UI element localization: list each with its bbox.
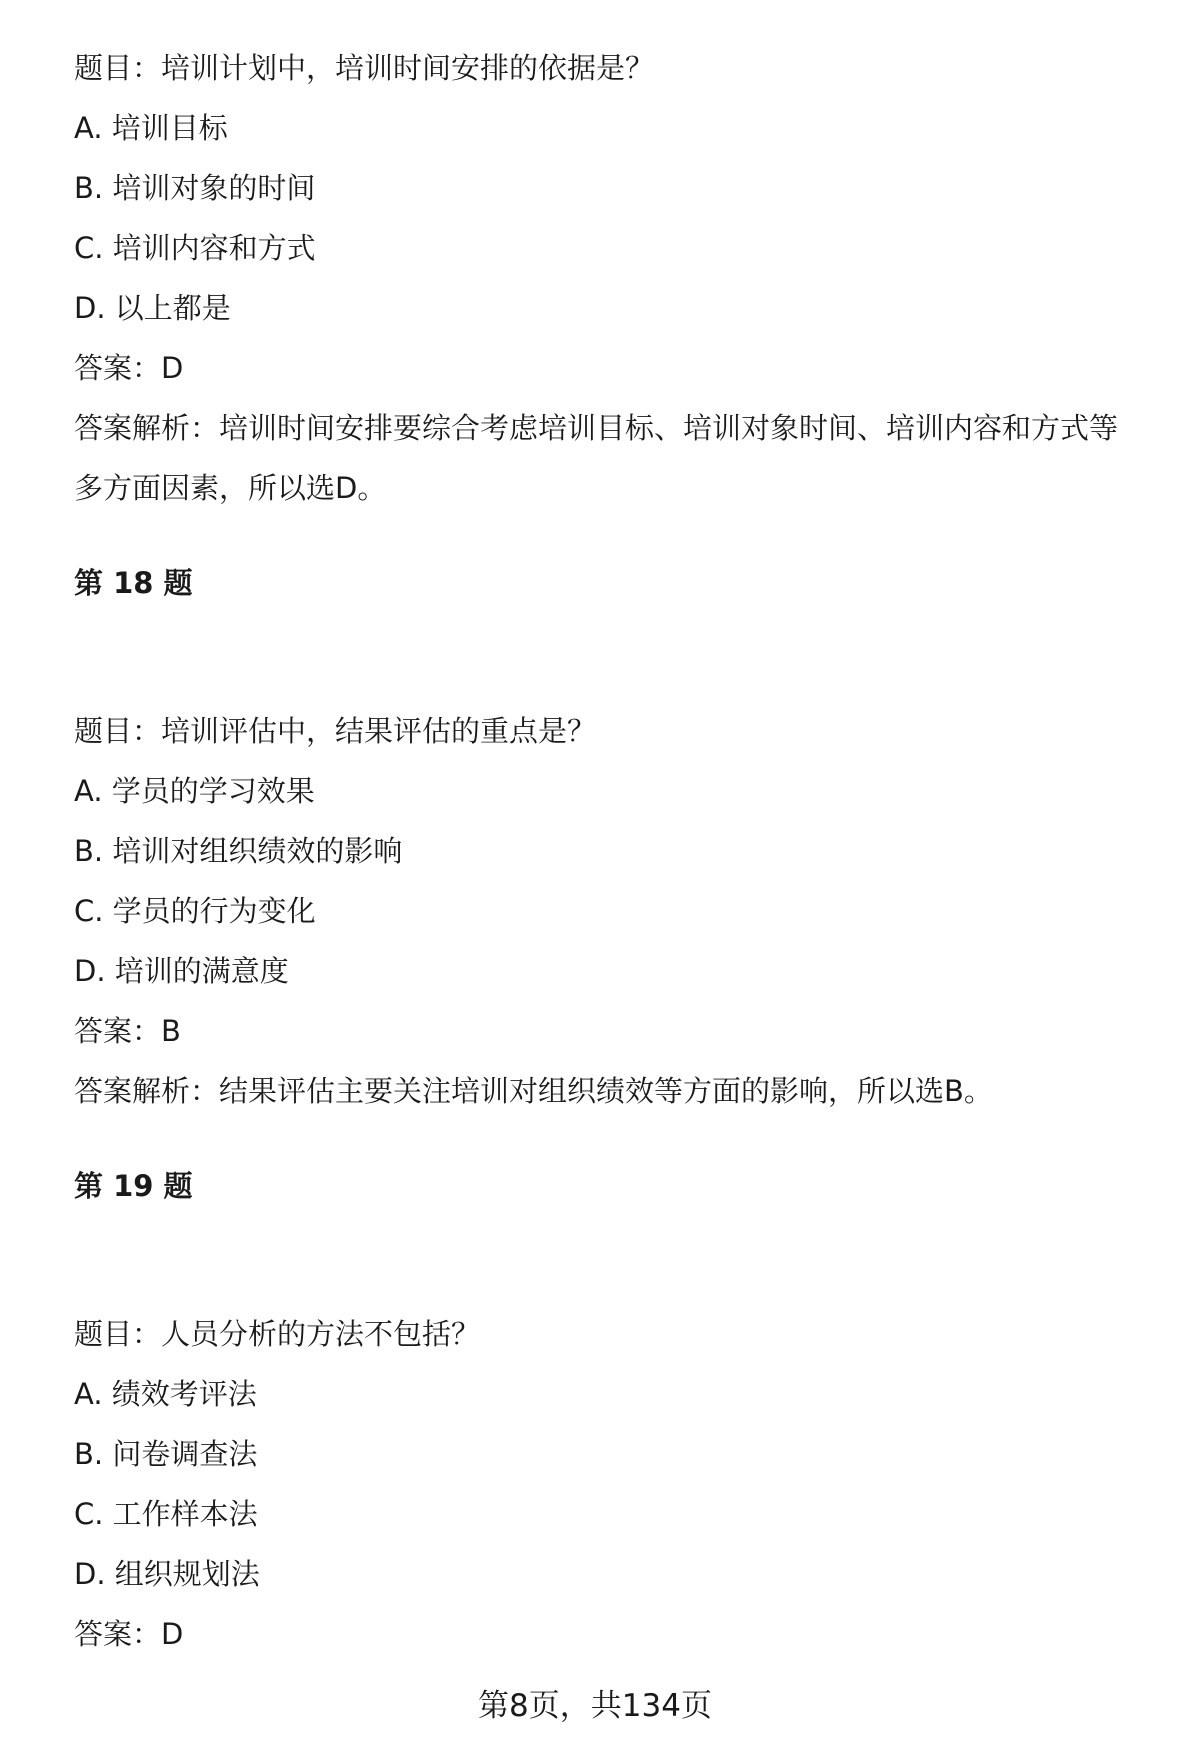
question-19-option-a: A. 绩效考评法: [74, 1377, 257, 1411]
question-17-text: 题目：培训计划中，培训时间安排的依据是？: [74, 51, 655, 85]
question-19-heading: 第 19 题: [74, 1169, 193, 1203]
question-19-option-c: C. 工作样本法: [74, 1497, 258, 1531]
question-17-option-b: B. 培训对象的时间: [74, 171, 316, 205]
question-19-option-b: B. 问卷调查法: [74, 1437, 258, 1471]
question-17-option-c: C. 培训内容和方式: [74, 231, 316, 265]
question-18-option-d: D. 培训的满意度: [74, 954, 289, 988]
question-19-option-d: D. 组织规划法: [74, 1557, 260, 1591]
question-18-option-b: B. 培训对组织绩效的影响: [74, 834, 403, 868]
question-18-heading: 第 18 题: [74, 566, 193, 600]
question-18-option-c: C. 学员的行为变化: [74, 894, 316, 928]
question-19-text: 题目：人员分析的方法不包括？: [74, 1317, 481, 1351]
question-17-explanation-line2: 多方面因素，所以选D。: [74, 471, 387, 505]
page-number: 第8页，共134页: [478, 1688, 712, 1724]
question-18-option-a: A. 学员的学习效果: [74, 774, 315, 808]
question-18-answer: 答案：B: [74, 1014, 181, 1048]
question-17-option-d: D. 以上都是: [74, 291, 231, 325]
question-19-answer: 答案：D: [74, 1617, 184, 1651]
question-17-answer: 答案：D: [74, 351, 184, 385]
question-18-text: 题目：培训评估中，结果评估的重点是？: [74, 714, 597, 748]
question-18-explanation: 答案解析：结果评估主要关注培训对组织绩效等方面的影响，所以选B。: [74, 1074, 993, 1108]
question-17-option-a: A. 培训目标: [74, 111, 228, 145]
question-17-explanation-line1: 答案解析：培训时间安排要综合考虑培训目标、培训对象时间、培训内容和方式等: [74, 411, 1119, 445]
